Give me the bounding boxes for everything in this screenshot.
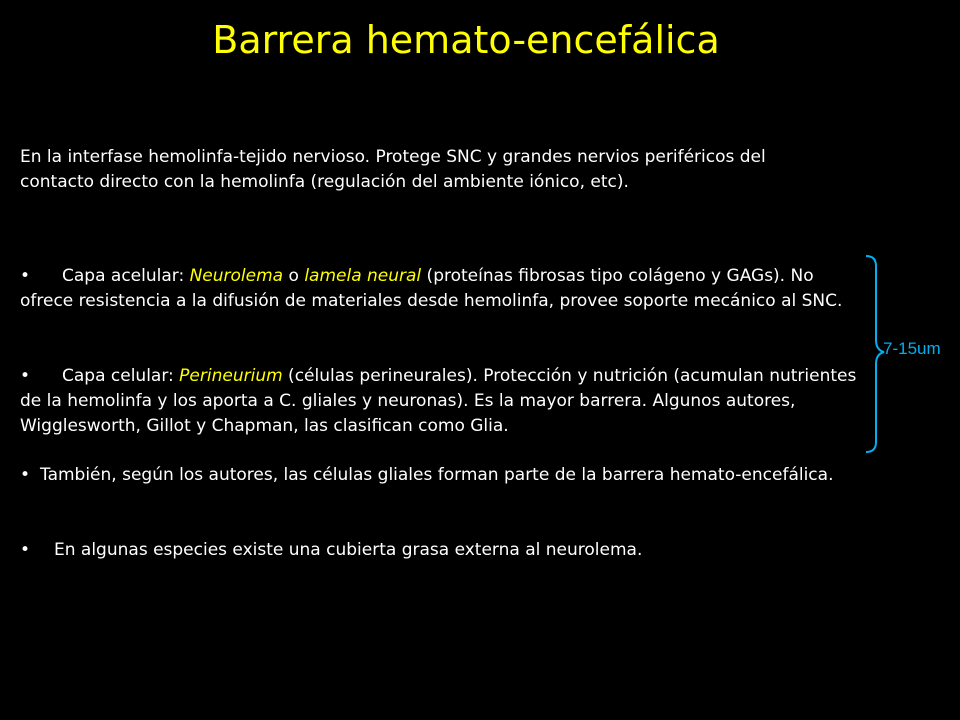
- thickness-label: 7-15um: [883, 339, 941, 358]
- bullet-fat-layer: [20, 538, 860, 563]
- bullet-cellular-layer: [20, 364, 860, 439]
- bullet-marker: •: [20, 540, 31, 560]
- bullet-lead: Capa acelular:: [62, 266, 190, 286]
- term-neurolema: Neurolema: [189, 266, 284, 286]
- term-lamela-neural: lamela neural: [304, 266, 422, 286]
- bullet-text: También, según los autores, las células gliales forman parte de la barrera hemato-encefálica.: [40, 465, 834, 485]
- term-perineurium: Perineurium: [179, 366, 283, 386]
- slide-title: Barrera hemato-encefálica: [212, 18, 720, 62]
- bullet-lead: Capa celular:: [62, 366, 180, 386]
- bullet-conjunction: o: [283, 266, 305, 286]
- bullet-text: En algunas especies existe una cubierta grasa externa al neurolema.: [54, 540, 643, 560]
- bullet-rest: (proteínas fibrosas tipo colágeno y GAGs). No ofrece resistencia a la difusión de materiales desde hemolinfa, provee soporte mecánico al SNC.: [20, 266, 843, 311]
- bullet-marker: •: [20, 465, 31, 485]
- intro-paragraph: En la interfase hemolinfa-tejido nervioso. Protege SNC y grandes nervios periféricos del contacto directo con la hemolinfa (regulación del ambiente iónico, etc).: [20, 147, 766, 192]
- bullet-marker: •: [20, 266, 31, 286]
- bullet-glial-cells: [20, 463, 860, 488]
- bullet-marker: •: [20, 366, 31, 386]
- bullet-acellular-layer: [20, 264, 860, 314]
- bullet-rest: (células perineurales). Protección y nutrición (acumulan nutrientes de la hemolinfa y los aporta a C. gliales y neuronas). Es la mayor barrera. Algunos autores, Wigglesworth, Gillot y Chapman, las clasifican como Glia.: [20, 366, 857, 436]
